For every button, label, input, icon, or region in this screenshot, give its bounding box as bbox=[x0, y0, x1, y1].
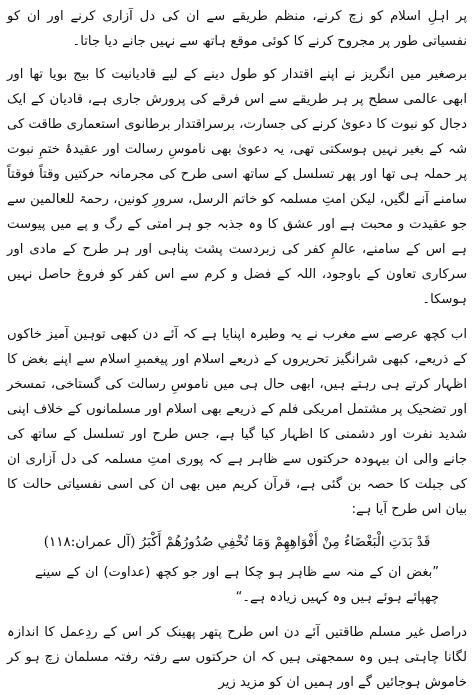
paragraph-conclusion: دراصل غیر مسلم طاقتیں آئے دن اس طرح پتھر پھینک کر اس کے ردِعمل کا اندازہ لگانا چاہتی ہیں وہ سمجھتی ہیں کہ ان حرکتوں سے رفتہ رفتہ مسلمان زچ ہو کر خاموش ہوجائیں گے اور ہمیں ان کو مزید زیر bbox=[7, 625, 467, 690]
quran-verse: قَدْ بَدَتِ الْبَغْضَاءُ مِنْ أَفْوَاهِهِمْ وَمَا تُخْفِي صُدُورُهُمْ أَكْبَرُ (آل عمران:۱۱۸) bbox=[43, 534, 431, 550]
paragraph-west-provocations: اب کچھ عرصے سے مغرب نے یہ وطیرہ اپنایا ہے کہ آئے دن کبھی توہین آمیز خاکوں کے ذریعے، کبھی شرانگیز تحریروں کے ذریعے اسلام اور پیغمبرِ اسلام سے اپنے بغض کا اظہار کرتے ہی رہتے ہیں، ابھی حال ہی میں ناموسِ رسالت کی گستاخی، تمسخر اور تضحیک پر مشتمل امریکی فلم کے ذریعے بھی اسلام اور مسلمانوں کے خلاف اپنی شدید نفرت اور دشمنی کا اظہار کیا گیا ہے، جس طرح اور تسلسل کے ساتھ کی جانے والی ان بیہودہ حرکتوں سے ظاہر ہے کہ پوری امتِ مسلمہ کی دل آزاری ان کی جبلت کا حصہ بن گئی ہے، قرآن کریم میں بھی ان کی اسی نفسیاتی حالت کا بیان اس طرح آیا ہے: bbox=[7, 327, 467, 517]
paragraph-intro: پر اہلِ اسلام کو زچ کرنے، منظم طریقے سے ان کی دل آزاری کرنے اور ان کو نفسیاتی طور پر مجروح کرنے کا کوئی موقع ہاتھ سے نہیں جانے دیا جاتا۔ bbox=[7, 9, 467, 49]
verse-translation: ”بغض ان کے منہ سے ظاہر ہو چکا ہے اور جو کچھ (عداوت) ان کے سینے چھپائے ہوئے ہیں وہ کہیں زیادہ ہے۔“ bbox=[35, 565, 439, 605]
paragraph-qadianiyat: برصغیر میں انگریز نے اپنے اقتدار کو طول دینے کے لیے قادیانیت کا بیج بویا تھا اور ابھی عالمی سطح پر ہر طریقے سے اس فرقے کی پرورش جاری ہے، قادیان کے ایک دجال کو نبوت کا دعویٰ کرنے کی جسارت، برسراقتدار برطانوی استعماری طاقت کی شہ کے بغیر نہیں ہوسکتی تھی، یہ دعویٰ بھی ناموسِ رسالت اور عقیدۂ ختمِ نبوت پر حملہ ہی تھا اور پھر تسلسل کے ساتھ اسی طرح کی مجرمانہ حرکتیں وقتاً فوقتاً سامنے آنے لگیں، لیکن امتِ مسلمہ کو خاتم الرسل، سرورِ کونین، رحمۃ للعالمین سے جو عقیدت و محبت ہے اور عشق کا وہ جذبہ جو ہر امتی کے رگ و پے میں پیوست ہے اس کے سامنے، عالمِ کفر کی زبردست پشت پناہی اور ہر طرح کے مادی اور سرکاری تعاون کے باوجود، اللہ کے فضل و کرم سے اس کفر کو فروغ حاصل نہیں ہوسکا۔ bbox=[7, 67, 467, 307]
